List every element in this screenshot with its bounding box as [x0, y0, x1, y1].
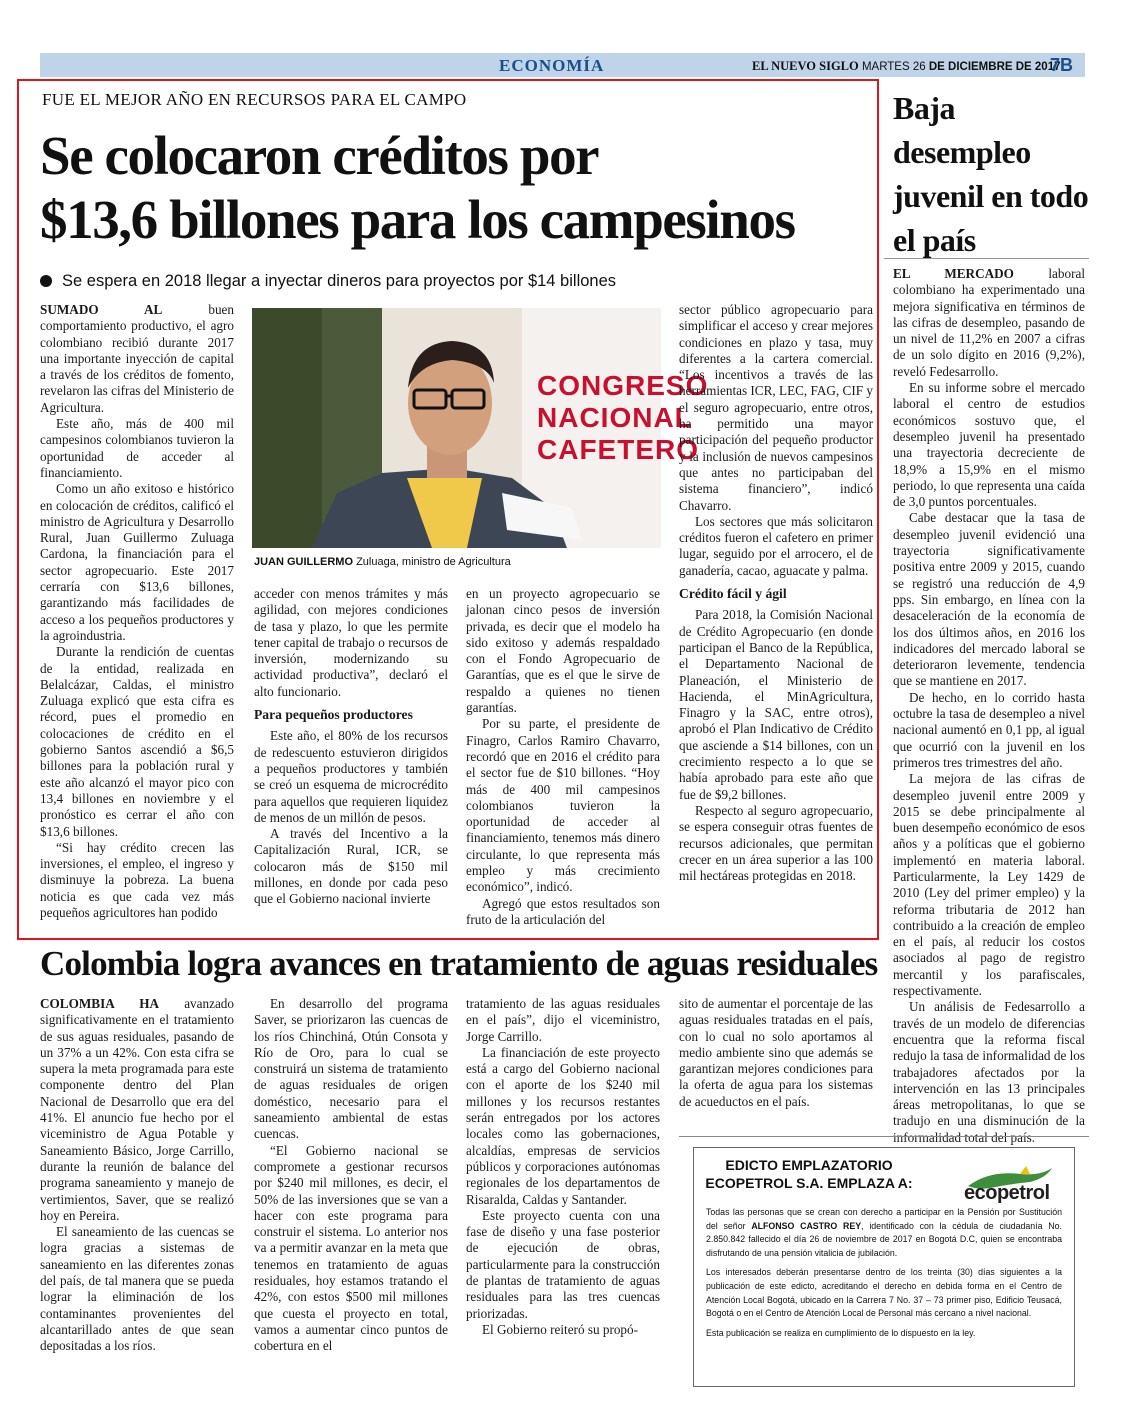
side-article-headline: Baja desempleo juvenil en todo el país: [893, 90, 1089, 258]
caption-name: JUAN GUILLERMO: [254, 556, 353, 568]
paragraph-text: laboral colombiano ha experimentado una mejora significativa en términos de las cifras de desempleo, pasando de un nivel de 11,2% en 2007 a cifras de un solo dígito en 2016 (9,2%), reveló Fedesarrollo.: [893, 266, 1085, 379]
paragraph: Por su parte, el presidente de Finagro, Carlos Ramiro Chavarro, recordó que en 2016 el crédito para el sector fue de $10 billones. “Hoy más de 400 mil campesinos colombianos tuvieron la oportunidad de acceder al financiamiento, tenemos más dinero circulante, lo que representa más empleo y más crecimiento económico”, indicó.: [466, 716, 660, 895]
section-subheading: Crédito fácil y ágil: [679, 586, 787, 602]
minister-photo: [252, 308, 709, 548]
paragraph: Para 2018, la Comisión Nacional de Crédito Agropecuario (en donde participan el Banco de la República, el Departamento Nacional de Planeación, el Ministerio de Hacienda, el MinAgricultura, Finagro y la SAC, entre otros), aprobó el Plan Indicativo de Crédito que asciende a $14 billones, con un crecimiento respecto a lo que se había aprobado para este año que fue de $9,2 billones.: [679, 607, 873, 802]
side-article-body: [893, 266, 1085, 1146]
paragraph: Como un año exitoso e histórico en colocación de créditos, calificó el ministro de Agricultura y Desarrollo Rural, Juan Guillermo Zuluaga Cardona, la financiación para el sector agropecuario. Este 2017 cerraría con $13,6 billones, garantizando más facilidades de acceso a los pequeños productores y la agroindustria.: [40, 481, 234, 643]
notice-title-line-2: ECOPETROL S.A. EMPLAZA A:: [705, 1175, 913, 1191]
second-col-2: [254, 996, 448, 1355]
paragraph: El saneamiento de las cuencas se logra gracias a sistemas de saneamiento en las diferentes zonas del país, de tal manera que se pueda lograr la eliminación de los contaminantes provenientes del alcantarillado antes de que sean depositadas a los ríos.: [40, 1224, 234, 1354]
paragraph: sector público agropecuario para simplificar el acceso y crear mejores condiciones en plazo y tasa, muy diferentes a la cartera comercial. “Los incentivos a través de las herramientas ICR, LEC, FAG, CIF y el seguro agropecuario, entre otros, ha permitido una mayor participación del pequeño productor y la inclusión de nuevos campesinos que antes no participaban del sistema financiero”, indicó Chavarro.: [679, 302, 873, 513]
second-col-1: [40, 996, 234, 1355]
paper-dateline: [752, 59, 1061, 74]
lead-in: EL MERCADO: [893, 266, 1014, 281]
paragraph: sito de aumentar el porcentaje de las aguas residuales tratadas en el país, con lo cual no solo aportamos al medio ambiente sino que además se garantizan mejores condiciones para la oferta de agua para los sistemas de acueductos en el país.: [679, 996, 873, 1109]
section-label: ECONOMÍA: [499, 56, 605, 75]
paragraph: De hecho, en lo corrido hasta octubre la tasa de desempleo a nivel nacional aumentó en 0,1 pp, al igual que ocurrió con la juvenil en los primeros tres trimestres del año.: [893, 689, 1085, 770]
date-rest: DE DICIEMBRE DE 2017: [928, 61, 1061, 73]
main-col-4: [679, 302, 873, 884]
paper-name: EL NUEVO SIGLO: [752, 59, 859, 73]
section-subheading: Para pequeños productores: [254, 707, 413, 723]
paragraph: El Gobierno reiteró su propó-: [482, 1321, 639, 1337]
lead-in: COLOMBIA HA: [40, 996, 159, 1011]
notice-text: Todas las personas que se crean con derecho a participar en la Pensión por Sustitución del señor: [706, 1207, 1062, 1231]
paragraph: [893, 266, 1085, 380]
bullet-icon: [40, 275, 52, 287]
article-headline: [40, 124, 870, 252]
headline-line-2: $13,6 billones para los campesinos: [40, 189, 795, 250]
article-kicker: FUE EL MEJOR AÑO EN RECURSOS PARA EL CAMPO: [42, 90, 467, 109]
subhead-text: Se espera en 2018 llegar a inyectar dineros para proyectos por $14 billones: [62, 272, 617, 290]
divider: [884, 258, 1089, 259]
main-col-2: [254, 586, 448, 908]
second-article-headline: Colombia logra avances en tratamiento de aguas residuales: [40, 944, 878, 983]
photo-banner: CONGRESO NACIONAL CAFETERO: [537, 370, 709, 465]
paragraph: Agregó que estos resultados son fruto de la articulación del: [466, 895, 660, 927]
paragraph: En su informe sobre el mercado laboral el centro de estudios económicos sostuvo que, el desempleo juvenil ha presentado una trayectoria decreciente de 18,9% a 15,9% en el mismo periodo, lo que representa una caída de 3,0 puntos porcentuales.: [893, 380, 1085, 510]
photo-caption: [254, 556, 511, 568]
notice-body: [706, 1206, 1062, 1346]
notice-text: , identificado con la cédula de ciudadanía No. 2.850.842 fallecido el día 26 de noviembre de 2017 en Bogotá D.C, quien se encontraba disfrutando de una pensión vitalicia de jubilación.: [706, 1220, 1062, 1258]
main-col-3: [466, 586, 660, 928]
paragraph: Este proyecto cuenta con una fase de diseño y una fase posterior de ejecución de obras, particularmente para la construcción de plantas de tratamiento de aguas residuales para las tres cuencas priorizadas.: [466, 1207, 660, 1321]
paragraph: “El Gobierno nacional se compromete a gestionar recursos por $240 mil millones, es decir, el 50% de las inversiones que se van a hacer con este programa para construir el sistema. Lo anterior nos va a permitir avanzar en la meta que tenemos en tratamiento de aguas residuales, hoy estamos tratando el 42%, con estos $500 mil millones que cuesta el proyecto en total, vamos a aumentar cinco puntos de cobertura en el: [254, 1142, 448, 1354]
notice-paragraph: Los interesados deberán presentarse dentro de los treinta (30) días siguientes a la publicación de este edicto, acreditando el derecho en debida forma en el Centro de Atención Local Bogotá, ubicado en la Carrera 7 No. 37 – 73 primer piso, Edificio Teusacá, Bogotá o en el Centro de Atención Local de Personal más cercano a nivel nacional.: [706, 1267, 1062, 1319]
article-subhead: [40, 272, 616, 291]
main-col-1: [40, 302, 234, 921]
paragraph: En desarrollo del programa Saver, se priorizaron las cuencas de los ríos Chinchiná, Otún Consota y Río de Oro, para lo cual se construirá un sistema de tratamiento de aguas residuales de origen doméstico, necesario para el saneamiento ambiental de estas cuencas.: [254, 996, 448, 1142]
paragraph: [40, 996, 234, 1224]
logo-text: ecopetrol: [964, 1182, 1050, 1204]
paragraph: tratamiento de las aguas residuales en el país”, dijo el viceministro, Jorge Carrillo.: [466, 996, 660, 1044]
paragraph: Cabe destacar que la tasa de desempleo juvenil evidenció una trayectoria significativamente positiva entre 2009 y 2015, cuando se registró una reducción de 4,9 pps. Sin embargo, en línea con la desaceleración de la economía de los dos últimos años, en 2016 los indicadores del mercado laboral se deterioraron levemente, tendencia que se mantiene en 2017.: [893, 510, 1085, 689]
lead-in: SUMADO AL: [40, 302, 163, 317]
notice-title-line-1: EDICTO EMPLAZATORIO: [725, 1157, 893, 1173]
legal-notice-ad: [679, 1136, 1089, 1406]
paragraph: A través del Incentivo a la Capitalización Rural, ICR, se colocaron más de $150 mil millones, en donde por cada peso que el Gobierno nacional invierte: [254, 826, 448, 907]
paragraph: Este año, el 80% de los recursos de redescuento estuvieron dirigidos a pequeños productores y también se creó un esquema de microcrédito para aquellos que requieren liquidez de menos de un millón de pesos.: [254, 728, 448, 825]
second-col-3: [466, 996, 660, 1338]
notice-name: ALFONSO CASTRO REY: [751, 1220, 862, 1231]
notice-paragraph: Esta publicación se realiza en cumplimiento de lo dispuesto en la ley.: [706, 1327, 976, 1338]
date-day: MARTES 26: [861, 61, 926, 73]
ecopetrol-logo: [950, 1164, 1070, 1204]
paragraph: Este año, más de 400 mil campesinos colombianos tuvieron la oportunidad de acceder al financiamiento.: [40, 416, 234, 480]
paragraph: Durante la rendición de cuentas de la entidad, realizada en Belalcázar, Caldas, el ministro Zuluaga explicó que esta cifra es récord, pues el promedio en colocaciones de crédito en el gobierno Santos ascendió a $6,5 billones para la población rural y este año alcanzó el mayor pico con 13,4 billones en noviembre y el pronóstico es cerrar el año con $13,6 billones.: [40, 644, 234, 839]
paragraph: La mejora de las cifras de desempleo juvenil entre 2009 y 2015 se debe principalmente al buen desempeño económico de esos años y a políticas que el gobierno implementó en materia laboral. Particularmente, la Ley 1429 de 2010 (Ley del primer empleo) y la reforma tributaria de 2012 han contribuido a la creación de empleo en el país, al reducir los costos asociados al pago de registro mercantil y los parafiscales, respectivamente.: [893, 771, 1085, 999]
legal-notice-frame: [693, 1147, 1075, 1387]
paragraph-text: buen comportamiento productivo, el agro colombiano recibió durante 2017 una importante inyección de capital a través de los créditos de fomento, revelaron las cifras del Ministerio de Agricultura.: [40, 302, 234, 415]
headline-line-1: Se colocaron créditos por: [40, 125, 599, 186]
paragraph: Los sectores que más solicitaron créditos fueron el cafetero en primer lugar, seguido por el arrocero, el de ganadería, cacao, aguacate y palma.: [679, 513, 873, 578]
second-col-4: [679, 996, 873, 1110]
paragraph: [40, 302, 234, 416]
notice-title: [694, 1156, 924, 1192]
paragraph: La financiación de este proyecto está a cargo del Gobierno nacional con el aporte de los $240 mil millones y los recursos restantes serán entregados por los actores locales como las gobernaciones, alcaldías, empresas de servicios públicos y corporaciones autónomas regionales de los departamentos de Risaralda, Caldas y Santander.: [466, 1044, 660, 1207]
caption-text: Zuluaga, ministro de Agricultura: [356, 556, 511, 568]
notice-paragraph: [706, 1206, 1062, 1260]
paragraph-text: avanzado significativamente en el tratamiento de sus aguas residuales, pasando de un 37% a un 42%. Con esta cifra se supera la meta programada para este componente dentro del Plan Nacional de Desarrollo que era del 41%. El anuncio fue hecho por el viceministro de Agua Potable y Saneamiento Básico, Jorge Carrillo, durante la reunión de balance del programa saneamiento y manejo de vertimientos, Saver, que se realizó hoy en Pereira.: [40, 996, 234, 1223]
paragraph: “Si hay crédito crecen las inversiones, el empleo, el ingreso y disminuye la pobreza. La buena noticia es que cada vez más pequeños agricultores han podido: [40, 839, 234, 920]
paragraph: Respecto al seguro agropecuario, se espera conseguir otras fuentes de recursos adicionales, que permitan crecer en un área superior a las 100 mil hectáreas protegidas en 2018.: [679, 802, 873, 884]
paragraph: acceder con menos trámites y más agilidad, con mejores condiciones de tasa y plazo, lo que les permite tener capital de trabajo o recursos de inversión, modernizando su actividad productiva”, declaró el alto funcionario.: [254, 586, 448, 699]
page-number: 7B: [1050, 55, 1074, 75]
paragraph: Un análisis de Fedesarrollo a través de un modelo de diferencias encuentra que la reforma fiscal redujo la tasa de informalidad de los trabajadores afectados por la intervención en las 13 principales áreas metropolitanas, lo que se tradujo en una disminución de la informalidad total del país.: [893, 999, 1085, 1145]
paragraph: en un proyecto agropecuario se jalonan cinco pesos de inversión privada, es decir que el modelo ha sido exitoso y además respaldado con el Fondo Agropecuario de Garantías, que es el que le sirve de respaldo a quienes no tienen garantías.: [466, 586, 660, 716]
